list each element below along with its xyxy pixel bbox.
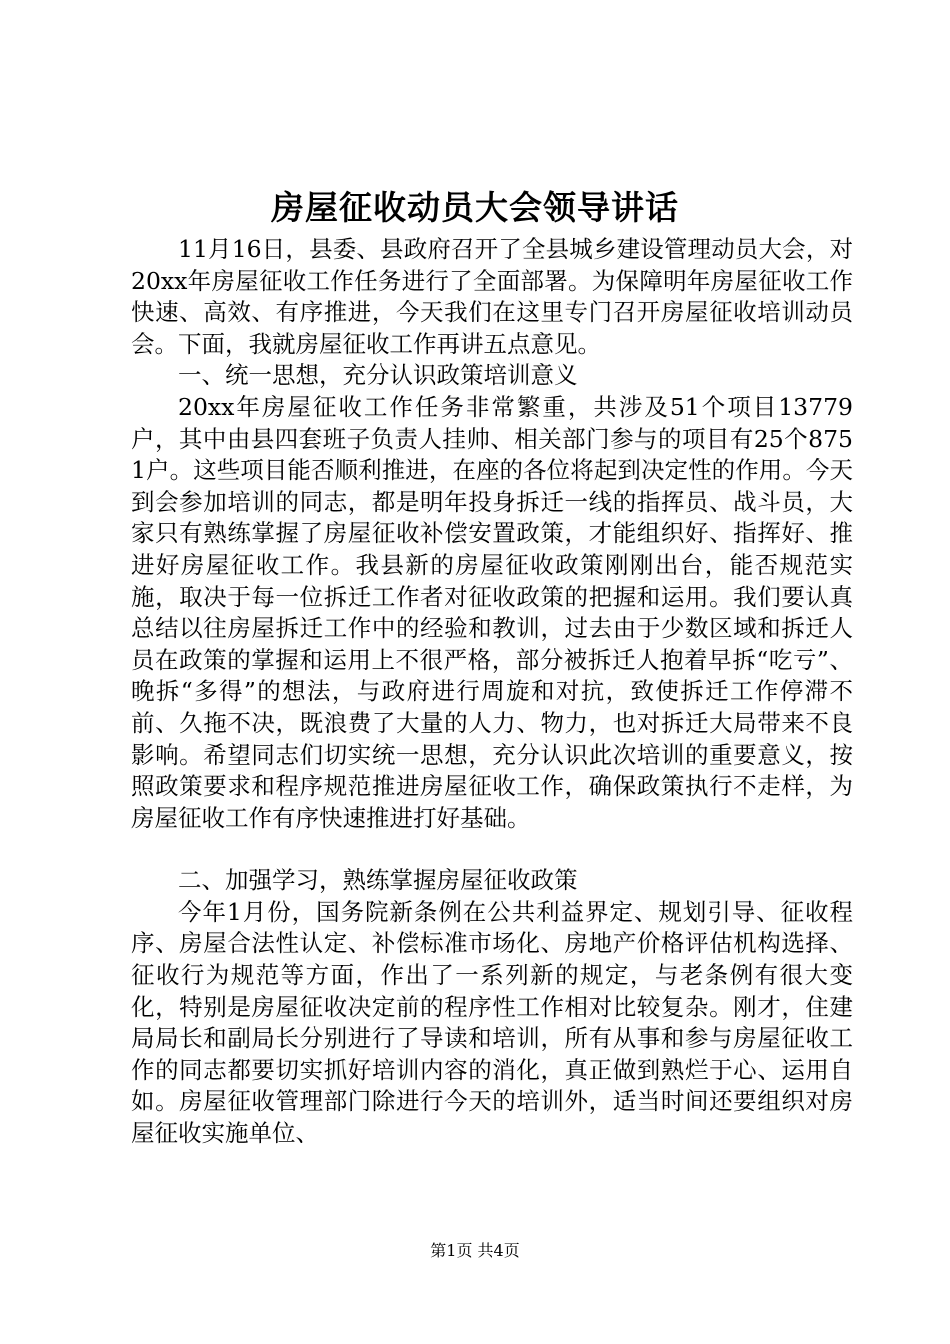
section-1-paragraph: 20xx年房屋征收工作任务非常繁重，共涉及51个项目13779户，其中由县四套班子负责人挂帅、相关部门参与的项目有25个8751户。这些项目能否顺利推进，在座的各位将起到决定性的作用。今天到会参加培训的同志，都是明年投身拆迁一线的指挥员、战斗员，大家只有熟练掌握了房屋征收补偿安置政策，才能组织好、指挥好、推进好房屋征收工作。我县新的房屋征收政策刚刚出台，能否规范实施，取决于每一位拆迁工作者对征收政策的把握和运用。我们要认真总结以往房屋拆迁工作中的经验和教训，过去由于少数区域和拆迁人员在政策的掌握和运用上不很严格，部分被拆迁人抱着早拆“吃亏”、晚拆“多得”的想法，与政府进行周旋和对抗，致使拆迁工作停滞不前、久拖不决，既浪费了大量的人力、物力，也对拆迁大局带来不良影响。希望同志们切实统一思想，充分认识此次培训的重要意义，按照政策要求和程序规范推进房屋征收工作，确保政策执行不走样，为房屋征收工作有序快速推进打好基础。 — [131, 392, 853, 832]
section-2-paragraph: 今年1月份，国务院新条例在公共利益界定、规划引导、征收程序、房屋合法性认定、补偿标准市场化、房地产价格评估机构选择、征收行为规范等方面，作出了一系列新的规定，与老条例有很大变化，特别是房屋征收决定前的程序性工作相对比较复杂。刚才，住建局局长和副局长分别进行了导读和培训，所有从事和参与房屋征收工作的同志都要切实抓好培训内容的消化，真正做到熟烂于心、运用自如。房屋征收管理部门除进行今天的培训外，适当时间还要组织对房屋征收实施单位、 — [131, 897, 853, 1148]
section-1-heading: 一、统一思想，充分认识政策培训意义 — [178, 361, 578, 390]
section-2-heading: 二、加强学习，熟练掌握房屋征收政策 — [178, 866, 578, 895]
document-title: 房屋征收动员大会领导讲话 — [271, 188, 679, 227]
paragraph-gap — [131, 834, 853, 865]
page-number-footer: 第1页 共4页 — [430, 1241, 520, 1260]
intro-paragraph: 11月16日，县委、县政府召开了全县城乡建设管理动员大会，对20xx年房屋征收工作任务进行了全面部署。为保障明年房屋征收工作快速、高效、有序推进，今天我们在这里专门召开房屋征收培训动员会。下面，我就房屋征收工作再讲五点意见。 — [131, 235, 853, 358]
document-body — [131, 234, 853, 1150]
